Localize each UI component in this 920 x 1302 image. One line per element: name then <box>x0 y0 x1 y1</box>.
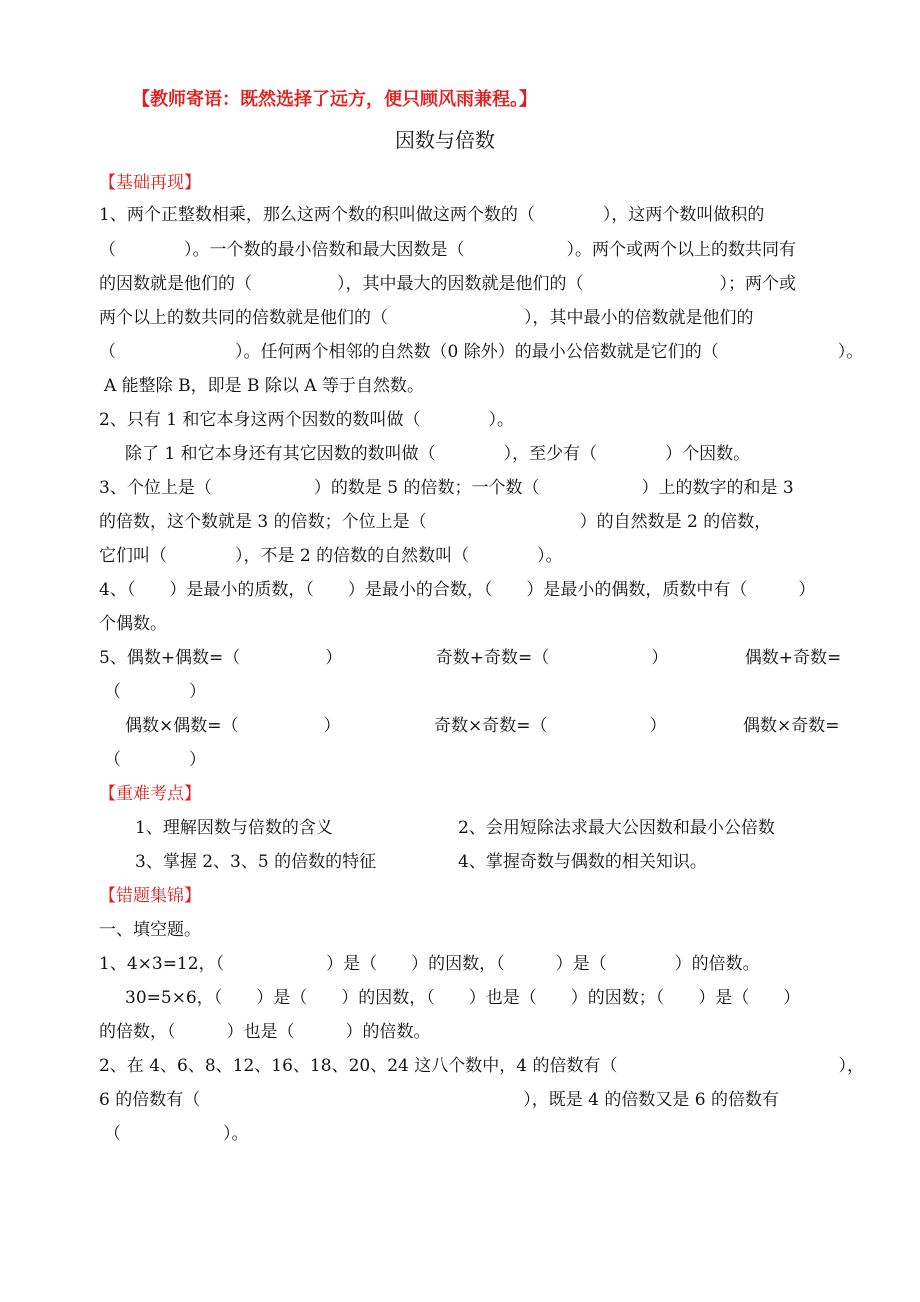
basics-line: 的因数就是他们的（ ），其中最大的因数就是他们的（ ）；两个或 <box>99 274 796 294</box>
mistakes-line: 2、在 4、6、8、12、16、18、20、24 这八个数中，4 的倍数有（ ）， <box>99 1056 864 1076</box>
key-point: 4、掌握奇数与偶数的相关知识。 <box>458 852 707 872</box>
basics-line: 1、两个正整数相乘，那么这两个数的积叫做这两个数的（ ），这两个数叫做积的 <box>99 205 765 225</box>
mistakes-line: 30=5×6，（ ）是（ ）的因数，（ ）也是（ ）的因数；（ ）是（ ） <box>125 988 801 1008</box>
basics-line: 除了 1 和它本身还有其它因数的数叫做（ ），至少有（ ）个因数。 <box>125 444 751 464</box>
basics-line: （ ） <box>104 682 206 702</box>
basics-line: 4、（ ）是最小的质数，（ ）是最小的合数，（ ）是最小的偶数，质数中有（ ） <box>99 580 816 600</box>
page-title: 因数与倍数 <box>395 128 495 152</box>
basics-line: 偶数×偶数=（ ） 奇数×奇数=（ ） 偶数×奇数= <box>125 716 840 736</box>
basics-line: 的倍数，这个数就是 3 的倍数；个位上是（ ）的自然数是 2 的倍数， <box>99 512 772 532</box>
key-point: 1、理解因数与倍数的含义 <box>135 818 333 838</box>
mistakes-line: 6 的倍数有（ ），既是 4 的倍数又是 6 的倍数有 <box>99 1090 779 1110</box>
mistakes-line: 一、填空题。 <box>99 920 201 940</box>
section-heading-key-points: 【重难考点】 <box>99 784 201 804</box>
basics-line: （ ）。任何两个相邻的自然数（0 除外）的最小公倍数就是它们的（ ）。 <box>99 342 864 362</box>
basics-line: 2、只有 1 和它本身这两个因数的数叫做（ ）。 <box>99 410 514 430</box>
mistakes-line: （ ）。 <box>104 1124 249 1144</box>
basics-line: 5、偶数+偶数=（ ） 奇数+奇数=（ ） 偶数+奇数= <box>99 648 842 668</box>
basics-line: 个偶数。 <box>99 614 167 634</box>
basics-line: （ ）。一个数的最小倍数和最大因数是（ ）。两个或两个以上的数共同有 <box>99 240 796 260</box>
teacher-motto: 【教师寄语：既然选择了远方，便只顾风雨兼程。】 <box>132 89 537 110</box>
mistakes-line: 1、4×3=12，（ ）是（ ）的因数，（ ）是（ ）的倍数。 <box>99 954 760 974</box>
key-point: 3、掌握 2、3、5 的倍数的特征 <box>135 852 377 872</box>
basics-line: 两个以上的数共同的倍数就是他们的（ ），其中最小的倍数就是他们的 <box>99 308 754 328</box>
basics-line: A 能整除 B，即是 B 除以 A 等于自然数。 <box>104 376 424 396</box>
basics-line: （ ） <box>104 750 206 770</box>
mistakes-line: 的倍数，（ ）也是（ ）的倍数。 <box>99 1022 431 1042</box>
basics-line: 它们叫（ ），不是 2 的倍数的自然数叫（ ）。 <box>99 546 563 566</box>
section-heading-basics: 【基础再现】 <box>99 173 201 193</box>
section-heading-mistakes: 【错题集锦】 <box>99 886 201 906</box>
key-point: 2、会用短除法求最大公因数和最小公倍数 <box>458 818 775 838</box>
basics-line: 3、个位上是（ ）的数是 5 的倍数；一个数（ ）上的数字的和是 3 <box>99 478 794 498</box>
